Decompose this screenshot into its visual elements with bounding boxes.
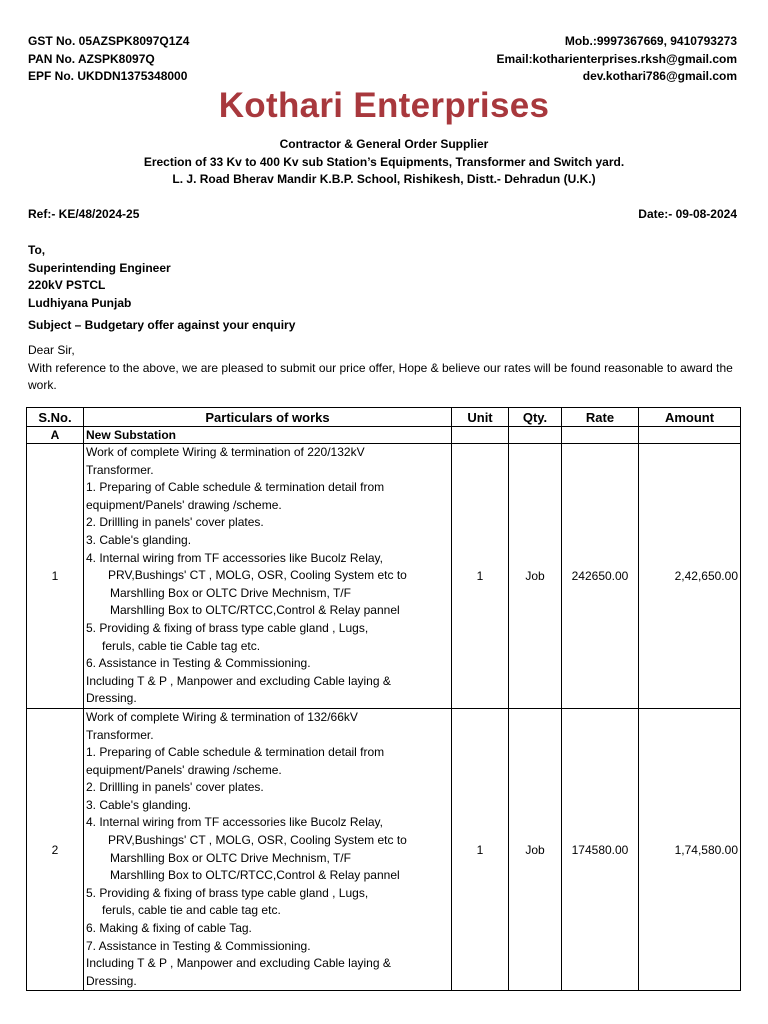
description-line: 5. Providing & fixing of brass type cable gland , Lugs, xyxy=(86,885,369,900)
intro-paragraph: With reference to the above, we are pleased to submit our price offer, Hope & believe our rates will be found reasonable to award the work. xyxy=(28,360,733,392)
letter-date: Date:- 09-08-2024 xyxy=(638,207,737,221)
description-line: Dressing. xyxy=(86,973,137,988)
tagline-line-1: Contractor & General Order Supplier xyxy=(279,137,489,151)
description-line: Marshlling Box to OLTC/RTCC,Control & Relay pannel xyxy=(110,868,400,883)
header-amount: Amount xyxy=(639,408,741,427)
mobile-numbers: Mob.:9997367669, 9410793273 xyxy=(564,34,737,48)
epf-number: EPF No. UKDDN1375348000 xyxy=(28,69,188,83)
row-amount: 2,42,650.00 xyxy=(639,444,741,709)
header-qty: Qty. xyxy=(509,408,562,427)
row-particulars xyxy=(84,444,452,709)
row-amount: 1,74,580.00 xyxy=(639,708,741,991)
description-line: 4. Internal wiring from TF accessories like Bucolz Relay, xyxy=(86,550,383,565)
recipient-block xyxy=(28,242,171,312)
description-line: 6. Making & fixing of cable Tag. xyxy=(86,921,252,936)
row-qty: Job xyxy=(509,444,562,709)
description-line: 4. Internal wiring from TF accessories like Bucolz Relay, xyxy=(86,815,383,830)
recipient-title: Superintending Engineer xyxy=(28,260,171,275)
description-line: feruls, cable tie Cable tag etc. xyxy=(102,638,261,653)
recipient-to: To, xyxy=(28,243,46,257)
company-name: Kothari Enterprises xyxy=(218,86,550,125)
section-title: New Substation xyxy=(84,427,452,444)
description-line: Marshlling Box to OLTC/RTCC,Control & Relay pannel xyxy=(110,603,400,618)
description-line: Work of complete Wiring & termination of 132/66kV xyxy=(86,709,358,724)
description-line: 7. Assistance in Testing & Commissioning. xyxy=(86,938,311,953)
letter-body xyxy=(28,342,740,395)
row-qty: Job xyxy=(509,708,562,991)
description-line: Dressing. xyxy=(86,691,137,706)
description-line: 1. Preparing of Cable schedule & termination detail from xyxy=(86,480,385,495)
row-unit: 1 xyxy=(452,444,509,709)
row-particulars xyxy=(84,708,452,991)
row-sno: 2 xyxy=(27,708,84,991)
description-line: Including T & P , Manpower and excluding Cable laying & xyxy=(86,956,391,971)
header-particulars: Particulars of works xyxy=(84,408,452,427)
company-address: L. J. Road Bherav Mandir K.B.P. School, Rishikesh, Distt.- Dehradun (U.K.) xyxy=(172,172,596,186)
recipient-location: Ludhiyana Punjab xyxy=(28,295,132,310)
gst-number: GST No. 05AZSPK8097Q1Z4 xyxy=(28,34,190,48)
description-line: Marshlling Box or OLTC Drive Mechnism, T/F xyxy=(110,850,351,865)
description-line: equipment/Panels' drawing /scheme. xyxy=(86,762,282,777)
row-sno: 1 xyxy=(27,444,84,709)
description-line: 2. Drillling in panels' cover plates. xyxy=(86,780,264,795)
table-header-row xyxy=(27,408,741,427)
table-row xyxy=(27,708,741,991)
price-table xyxy=(26,407,741,991)
row-rate: 174580.00 xyxy=(562,708,639,991)
description-line: Including T & P , Manpower and excluding Cable laying & xyxy=(86,673,391,688)
description-line: PRV,Bushings' CT , MOLG, OSR, Cooling System etc to xyxy=(108,833,407,848)
description-line: 1. Preparing of Cable schedule & termination detail from xyxy=(86,745,385,760)
header-sno: S.No. xyxy=(27,408,84,427)
recipient-org: 220kV PSTCL xyxy=(28,278,106,292)
registration-info xyxy=(28,33,189,86)
table-row xyxy=(27,444,741,709)
header-unit: Unit xyxy=(452,408,509,427)
description-line: Marshlling Box or OLTC Drive Mechnism, T/F xyxy=(110,585,351,600)
tagline-line-2: Erection of 33 Kv to 400 Kv sub Station’s Equipments, Transformer and Switch yard. xyxy=(143,154,625,169)
description-line: Transformer. xyxy=(86,727,154,742)
description-line: Transformer. xyxy=(86,462,154,477)
reference-number: Ref:- KE/48/2024-25 xyxy=(28,207,140,221)
description-line: 2. Drillling in panels' cover plates. xyxy=(86,515,264,530)
description-line: Work of complete Wiring & termination of 220/132kV xyxy=(86,445,365,459)
header-rate: Rate xyxy=(562,408,639,427)
description-line: feruls, cable tie and cable tag etc. xyxy=(102,903,281,918)
company-tagline xyxy=(0,136,768,189)
description-line: 3. Cable's glanding. xyxy=(86,532,192,547)
description-line: equipment/Panels' drawing /scheme. xyxy=(86,497,282,512)
email-primary: Email:kotharienterprises.rksh@gmail.com xyxy=(496,51,737,66)
contact-info xyxy=(497,33,737,86)
description-line: 3. Cable's glanding. xyxy=(86,797,192,812)
email-secondary: dev.kothari786@gmail.com xyxy=(582,69,737,83)
salutation: Dear Sir, xyxy=(28,343,75,357)
subject-line: Subject – Budgetary offer against your enquiry xyxy=(28,318,296,332)
pan-number: PAN No. AZSPK8097Q xyxy=(28,51,155,66)
description-line: 5. Providing & fixing of brass type cable gland , Lugs, xyxy=(86,620,369,635)
description-line: 6. Assistance in Testing & Commissioning. xyxy=(86,656,311,671)
section-id: A xyxy=(27,427,84,444)
row-unit: 1 xyxy=(452,708,509,991)
row-rate: 242650.00 xyxy=(562,444,639,709)
section-row xyxy=(27,427,741,444)
description-line: PRV,Bushings' CT , MOLG, OSR, Cooling System etc to xyxy=(108,568,407,583)
